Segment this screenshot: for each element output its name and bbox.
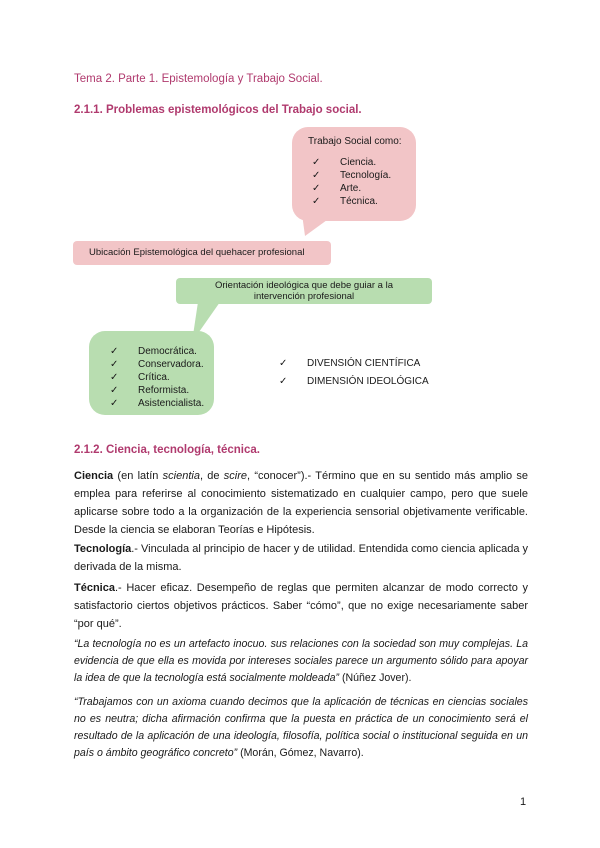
list-item: ✓ Asistencialista. bbox=[110, 398, 205, 409]
quote-moran-gomez-navarro: “Trabajamos con un axioma cuando decimos que la aplicación de técnicas en ciencias sociales no es neutra; dicha afirmación confirma que la puesta en práctica de un conocimiento será el resultado de la aplicación de una ideología, filosofía, política social o institucional seguida en un país o ámbito geográfico concreto” (Morán, Gómez, Navarro). bbox=[74, 696, 528, 759]
dimensions-list bbox=[279, 355, 429, 391]
list-item: ✓ DIVENSIÓN CIENTÍFICA bbox=[279, 355, 429, 373]
list-item: ✓ Técnica. bbox=[312, 196, 378, 207]
ideologia-bubble bbox=[89, 331, 214, 415]
check-icon: ✓ bbox=[312, 157, 321, 168]
check-icon: ✓ bbox=[110, 346, 119, 357]
orientacion-line-1: Orientación ideológica que debe guiar a la bbox=[215, 280, 393, 291]
check-icon: ✓ bbox=[110, 359, 119, 370]
bubble-title: Trabajo Social como: bbox=[308, 136, 402, 147]
list-item: ✓ Reformista. bbox=[110, 385, 190, 396]
check-icon: ✓ bbox=[279, 358, 288, 369]
paragraph-tecnologia: Tecnología.- Vinculada al principio de hacer y de utilidad. Entendida como ciencia aplicada y derivada de la misma. bbox=[74, 543, 528, 573]
section-heading-2: 2.1.2. Ciencia, tecnología, técnica. bbox=[74, 444, 260, 456]
check-icon: ✓ bbox=[110, 372, 119, 383]
quote-nunez-jover: “La tecnología no es un artefacto inocuo. sus relaciones con la sociedad son muy complejas. La evidencia de que ella es movida por intereses sociales parece un argumento sólido para apoyar la idea de que la tecnología está socialmente moldeada” (Núñez Jover). bbox=[74, 638, 528, 684]
quote-citation: (Núñez Jover). bbox=[339, 672, 412, 684]
list-item: ✓ DIMENSIÓN IDEOLÓGICA bbox=[279, 373, 429, 391]
orientacion-line-2: intervención profesional bbox=[253, 291, 355, 302]
check-icon: ✓ bbox=[312, 183, 321, 194]
list-item: ✓ Democrática. bbox=[110, 346, 197, 357]
list-item: ✓ Conservadora. bbox=[110, 359, 204, 370]
term-ciencia: Ciencia bbox=[74, 470, 114, 482]
check-icon: ✓ bbox=[279, 376, 288, 387]
list-item: ✓ Tecnología. bbox=[312, 170, 392, 181]
check-icon: ✓ bbox=[312, 196, 321, 207]
document-title: Tema 2. Parte 1. Epistemología y Trabajo Social. bbox=[74, 73, 323, 85]
list-item: ✓ Ciencia. bbox=[312, 157, 377, 168]
check-icon: ✓ bbox=[110, 385, 119, 396]
paragraph-tecnica: Técnica.- Hacer eficaz. Desempeño de reglas que permiten alcanzar de modo correcto y satisfactorio ciertos objetivos prácticos. Saber “cómo”, que no exige necesariamente saber “por qué”. bbox=[74, 582, 528, 630]
term-tecnologia: Tecnología bbox=[74, 543, 132, 555]
section-heading-1: 2.1.1. Problemas epistemológicos del Trabajo social. bbox=[74, 104, 362, 116]
ubicacion-epistemologica-bar: Ubicación Epistemológica del quehacer profesional bbox=[73, 241, 331, 265]
orientacion-ideologica-bar bbox=[176, 278, 432, 304]
bubble-top-list bbox=[312, 156, 391, 208]
term-tecnica: Técnica bbox=[74, 582, 115, 594]
bubble-bottom-list bbox=[110, 345, 204, 410]
list-item: ✓ Arte. bbox=[312, 183, 362, 194]
check-icon: ✓ bbox=[110, 398, 119, 409]
page-number: 1 bbox=[520, 796, 527, 808]
paragraph-ciencia: Ciencia (en latín scientia, de scire, “conocer”).- Término que en su sentido más amplio se emplea para referirse al conocimiento sistematizado en cualquier campo, pero que suele aplicarse sobre todo a la organización de la experiencia sensorial objetivamente verificable. Desde la ciencia se elaboran Teorías e Hipótesis. bbox=[74, 470, 529, 536]
trabajo-social-bubble bbox=[292, 127, 416, 221]
list-item: ✓ Crítica. bbox=[110, 372, 170, 383]
check-icon: ✓ bbox=[312, 170, 321, 181]
quote-citation: (Morán, Gómez, Navarro). bbox=[237, 747, 364, 759]
